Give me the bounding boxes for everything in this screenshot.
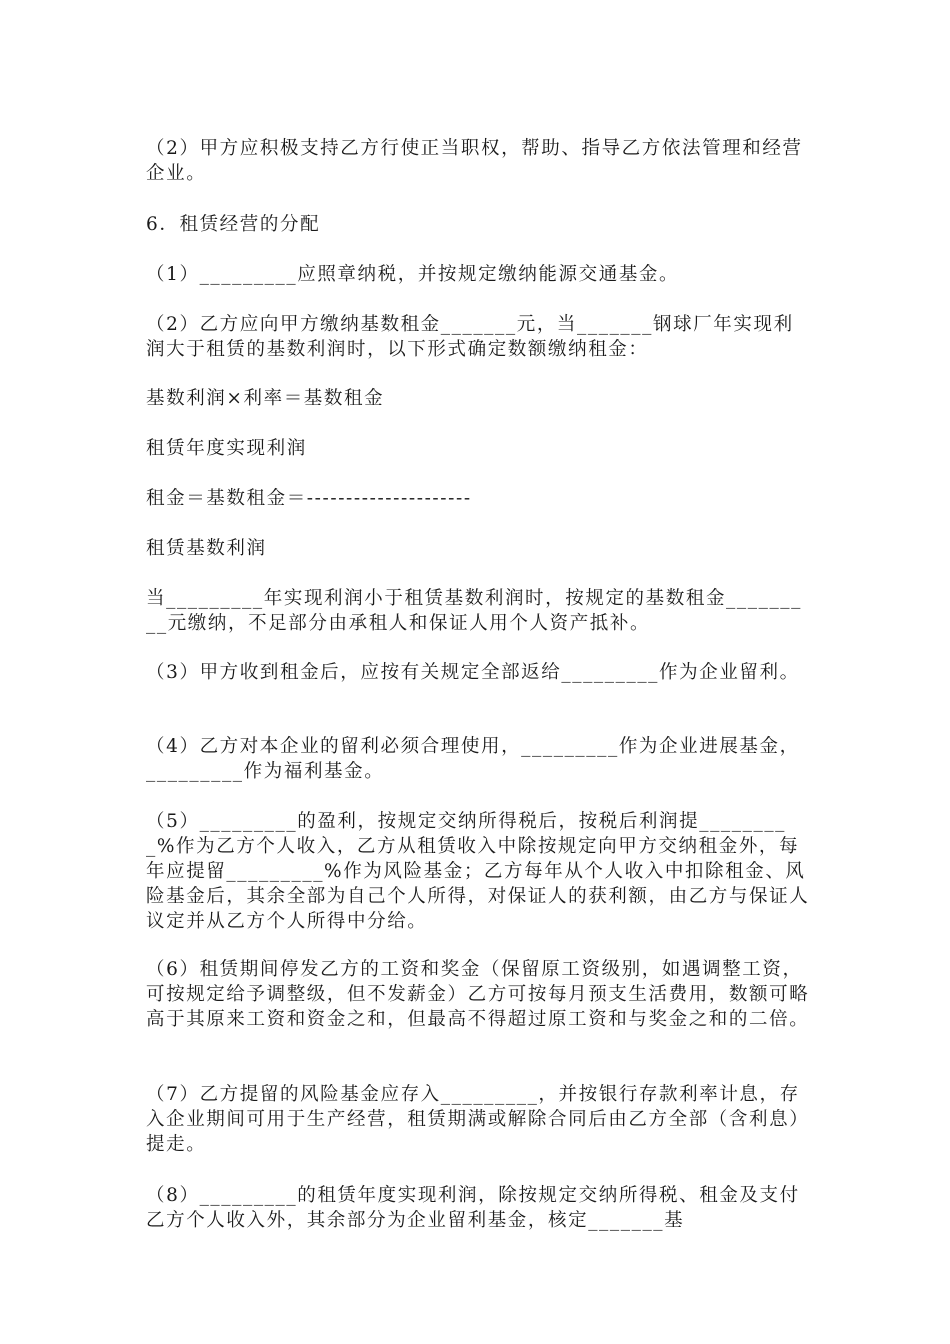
paragraph-profit-shortfall: 当_________年实现利润小于租赁基数利润时，按规定的基数租金_________元缴纳，不足部分由承租人和保证人用个人资产抵补。 (146, 588, 803, 634)
paragraph-clause-3-rent-return: （3）甲方收到租金后，应按有关规定全部返给_________作为企业留利。 (146, 662, 800, 683)
paragraph-clause-2-base-rent: （2）乙方应向甲方缴纳基数租金_______元，当_______钢球厂年实现利润大于租赁的基数利润时，以下形式确定数额缴纳租金： (146, 314, 794, 360)
formula-numerator: 租赁年度实现利润 (146, 438, 307, 459)
paragraph-clause-4-retained-profit: （4）乙方对本企业的留利必须合理使用，_________作为企业进展基金，_________作为福利基金。 (146, 736, 800, 782)
paragraph-clause-5-profit-sharing: （5）_________的盈利，按规定交纳所得税后，按税后利润提_________%作为乙方个人收入，乙方从租赁收入中除按规定向甲方交纳租金外，每年应提留_________%作为风险基金；乙方每年从个人收入中扣除租金、风险基金后，其余全部为自己个人所得，对保证人的获利额，由乙方与保证人议定并从乙方个人所得中分给。 (146, 811, 810, 932)
formula-rent-line: 租金＝基数租金＝--------------------- (146, 488, 472, 509)
formula-base-rent: 基数利润×利率＝基数租金 (146, 388, 385, 409)
paragraph-clause-8-annual-profit: （8）_________的租赁年度实现利润，除按规定交纳所得税、租金及支付乙方个人收入外，其余部分为企业留利基金，核定_______基 (146, 1185, 800, 1231)
paragraph-clause-6-wages: （6）租赁期间停发乙方的工资和奖金（保留原工资级别，如遇调整工资，可按规定给予调整级，但不发薪金）乙方可按每月预支生活费用，数额可略高于其原来工资和资金之和，但最高不得超过原工资和与奖金之和的二倍。 (146, 959, 810, 1030)
section-heading-lease-distribution: 6．租赁经营的分配 (146, 214, 321, 235)
formula-denominator: 租赁基数利润 (146, 538, 267, 559)
paragraph-clause-7-risk-fund: （7）乙方提留的风险基金应存入_________，并按银行存款利率计息，存入企业期间可用于生产经营，租赁期满或解除合同后由乙方全部（含利息）提走。 (146, 1084, 810, 1155)
paragraph-clause-2-party-a-support: （2）甲方应积极支持乙方行使正当职权，帮助、指导乙方依法管理和经营企业。 (146, 138, 803, 184)
paragraph-clause-1-tax: （1）_________应照章纳税，并按规定缴纳能源交通基金。 (146, 264, 680, 285)
